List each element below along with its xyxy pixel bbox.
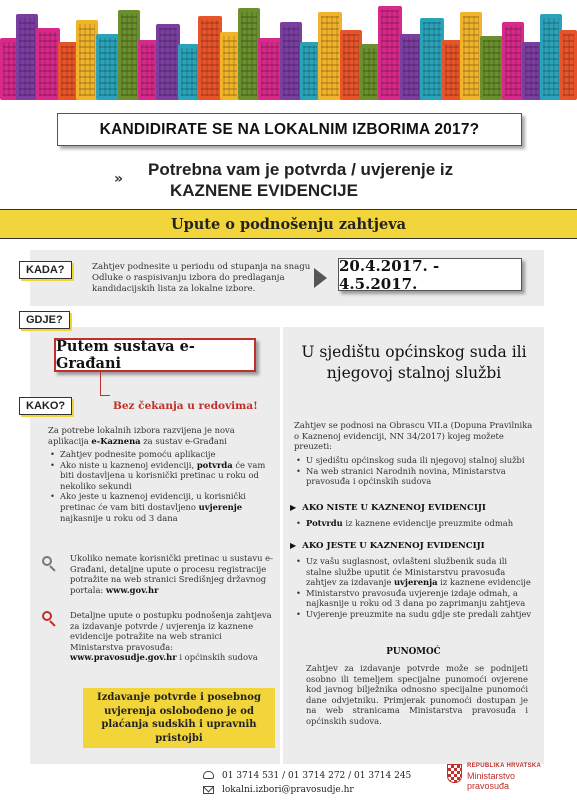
proxy-text: Zahtjev za izdavanje potvrde može se podnijeti osobno ili temeljem specijalne punomoći ovjerene kod javnog bilježnika odnosno specijalne punomoći dane odvjetniku. Primjerak punomoći dostupan je na web stranicama Ministarstva pravosuđa i općinskih sudova. bbox=[306, 663, 528, 726]
ministry-name-line1: Ministarstvo bbox=[467, 771, 516, 781]
ministry-name-line2: pravosuđa bbox=[467, 781, 510, 791]
gov-link[interactable]: www.gov.hr bbox=[105, 584, 159, 595]
e-kaznena-intro: Za potrebe lokalnih izbora razvijena je nova aplikacija e-Kaznena za sustav e-Građani bbox=[48, 425, 235, 446]
e-gradani-steps bbox=[48, 449, 270, 523]
contact-email[interactable]: lokalni.izbori@pravosudje.hr bbox=[222, 785, 354, 795]
subheadline-line2: KAZNENE EVIDENCIJE bbox=[170, 181, 358, 200]
phone-numbers: 01 3714 531 / 01 3714 272 / 01 3714 245 bbox=[222, 771, 412, 781]
subheadline-line1: Potrebna vam je potvrda / uvjerenje iz bbox=[148, 160, 454, 179]
not-in-records-steps bbox=[294, 518, 534, 529]
main-headline: KANDIDIRATE SE NA LOKALNIM IZBORIMA 2017? bbox=[57, 113, 522, 146]
court-intro: Zahtjev se podnosi na Obrascu VII.a (Dopuna Pravilnika o Kaznenoj evidenciji, NN 34/2017) kojeg možete preuzeti: bbox=[294, 420, 533, 452]
registration-info: Ukoliko nemate korisnički pretinac u sustavu e-Građani, detaljne upute o procesu registracije potražite na web stranici Središnjeg državnog portala: www.gov.hr bbox=[70, 553, 273, 595]
list-item: • U sjedištu općinskog suda ili njegovoj stalnoj službi bbox=[294, 455, 534, 466]
column-divider bbox=[280, 327, 283, 764]
double-chevron-icon: » bbox=[114, 171, 124, 187]
magnifier-icon bbox=[42, 556, 56, 570]
in-records-steps bbox=[294, 556, 534, 620]
tag-kada: KADA? bbox=[19, 261, 72, 279]
proxy-heading: PUNOMOĆ bbox=[386, 647, 441, 657]
list-item: • Potvrdu iz kaznene evidencije preuzmite odmah bbox=[294, 518, 534, 529]
list-item: • Ministarstvo pravosuđa uvjerenje izdaje odmah, a najkasnije u roku od 3 dana po zaprimanju zahtjeva bbox=[294, 588, 534, 609]
list-item: • Uz vašu suglasnost, ovlašteni službenik suda ili stalne službe uputit će Ministarstvu pravosuđa zahtjev za izdavanje uvjerenja iz kaznene evidencije bbox=[294, 556, 534, 588]
heading-in-records: ▶ AKO JESTE U KAZNENOJ EVIDENCIJI bbox=[290, 541, 485, 551]
tag-gdje: GDJE? bbox=[19, 311, 70, 329]
list-item: • Ako niste u kaznenoj evidenciji, potvrda će vam biti dostavljena u korisnički pretinac u roku od nekoliko sekundi bbox=[48, 460, 270, 492]
list-item: • Ako jeste u kaznenoj evidenciji, u korisnički pretinac će vam biti dostavljeno uvjerenje najkasnije u roku od 3 dana bbox=[48, 491, 270, 523]
e-gradani-title: Putem sustava e-Građani bbox=[54, 338, 256, 372]
no-queue-note: Bez čekanja u redovima! bbox=[113, 400, 258, 412]
instructions-band: Upute o podnošenju zahtjeva bbox=[0, 209, 577, 239]
procedure-info: Detaljne upute o postupku podnošenja zahtjeva za izdavanje potvrde / uvjerenja iz kaznene evidencije potražite na web stranici Ministarstva pravosuđa: www.pravosudje.gov.hr i općinskih sudova bbox=[70, 610, 272, 663]
tag-kako: KAKO? bbox=[19, 397, 72, 415]
decorative-buildings-banner bbox=[0, 0, 577, 100]
connector-line bbox=[100, 372, 101, 395]
ministry-country: REPUBLIKA HRVATSKA bbox=[467, 763, 542, 769]
arrow-right-icon bbox=[314, 268, 327, 288]
court-title: U sjedištu općinskog suda ili njegovoj stalnoj službi bbox=[301, 343, 527, 382]
phone-icon bbox=[203, 771, 214, 779]
mail-icon bbox=[203, 786, 214, 794]
heading-not-in-records: ▶ AKO NISTE U KAZNENOJ EVIDENCIJI bbox=[290, 503, 486, 513]
when-text: Zahtjev podnesite u periodu od stupanja na snagu Odluke o raspisivanju izbora do predlaganja kandidacijskih lista za lokalne izbore. bbox=[92, 262, 311, 294]
list-item: • Na web stranici Narodnih novina, Ministarstva pravosuđa i općinskih sudova bbox=[294, 466, 534, 487]
fee-exemption-note: Izdavanje potvrde i posebnog uvjerenja oslobođeno je od plaćanja sudskih i upravnih pristojbi bbox=[83, 688, 275, 748]
form-sources bbox=[294, 455, 534, 487]
list-item: • Uvjerenje preuzmite na sudu gdje ste predali zahtjev bbox=[294, 609, 534, 620]
date-range: 20.4.2017. - 4.5.2017. bbox=[338, 258, 522, 291]
connector-line bbox=[100, 395, 110, 396]
magnifier-icon bbox=[42, 611, 56, 625]
croatia-coat-of-arms bbox=[447, 764, 462, 783]
list-item: • Zahtjev podnesite pomoću aplikacije bbox=[48, 449, 270, 460]
pravosudje-link[interactable]: www.pravosudje.gov.hr bbox=[70, 652, 177, 663]
